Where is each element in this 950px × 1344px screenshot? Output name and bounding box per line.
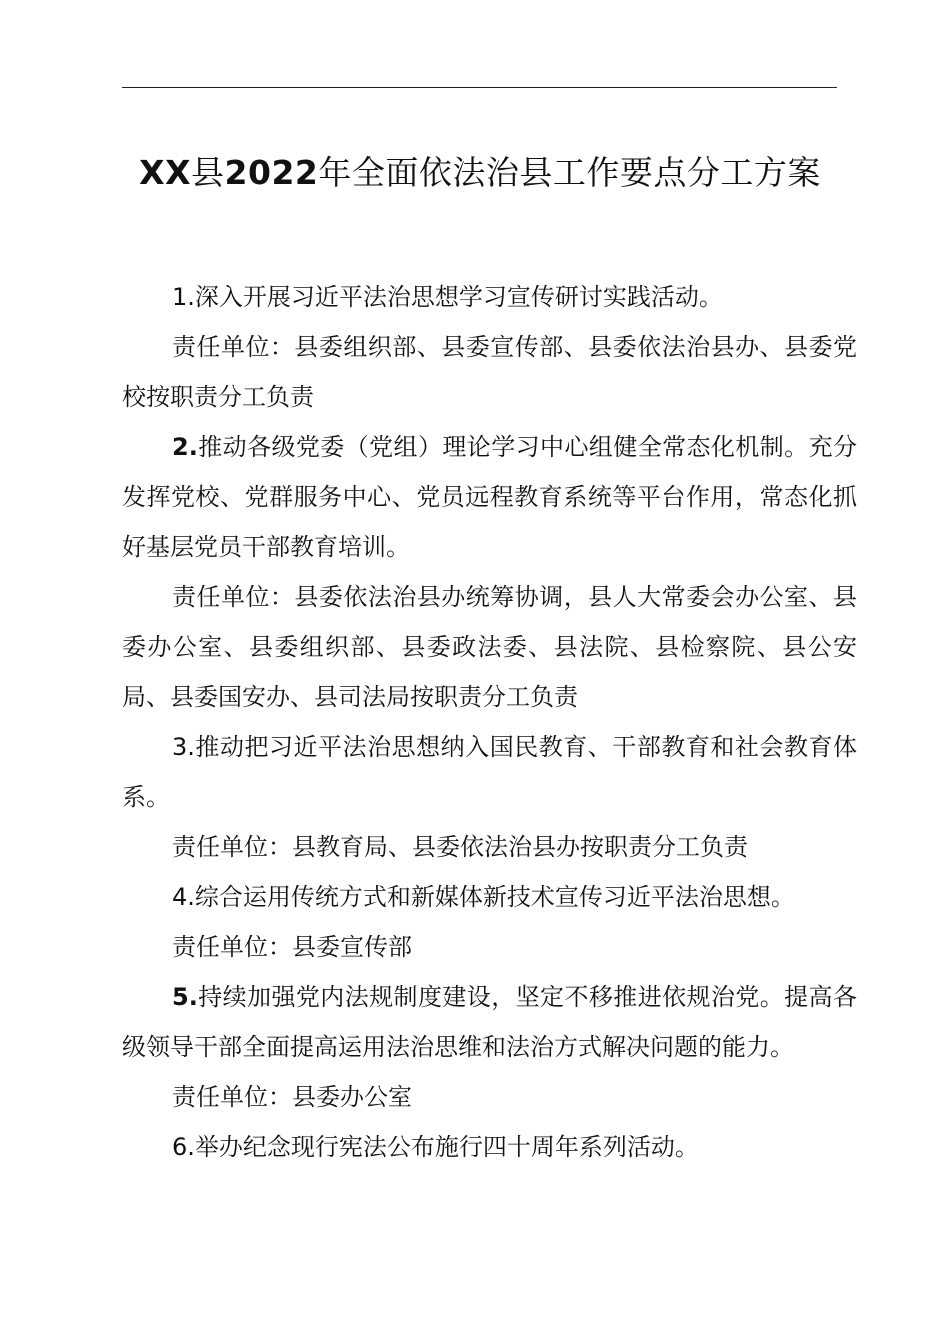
item-text: 持续加强党内法规制度建设，坚定不移推进依规治党。提高各级领导干部全面提高运用法治思维和法治方式解决问题的能力。 xyxy=(122,983,857,1061)
item-1 xyxy=(122,272,857,322)
item-text: 深入开展习近平法治思想学习宣传研讨实践活动。 xyxy=(194,283,723,311)
item-6 xyxy=(122,1122,857,1172)
header-rule xyxy=(122,87,837,88)
item-3-responsible: 责任单位：县教育局、县委依法治县办按职责分工负责 xyxy=(172,833,748,861)
item-number: 2. xyxy=(172,433,198,461)
title-part1: 县 xyxy=(191,153,225,192)
item-number: 6. xyxy=(172,1133,195,1161)
title-prefix: XX xyxy=(139,153,192,192)
item-number: 1. xyxy=(172,283,195,311)
item-4 xyxy=(122,872,857,922)
title-year: 2022 xyxy=(224,153,319,192)
item-text: 举办纪念现行宪法公布施行四十周年系列活动。 xyxy=(194,1133,699,1161)
item-2 xyxy=(122,422,857,572)
title-part2: 年全面依法治县工作要点分工方案 xyxy=(318,153,821,192)
item-3 xyxy=(122,722,857,822)
item-text: 推动各级党委（党组）理论学习中心组健全常态化机制。充分发挥党校、党群服务中心、党员远程教育系统等平台作用，常态化抓好基层党员干部教育培训。 xyxy=(122,433,857,561)
item-text: 推动把习近平法治思想纳入国民教育、干部教育和社会教育体系。 xyxy=(122,733,857,811)
page-title xyxy=(110,148,850,198)
item-number: 3. xyxy=(172,733,195,761)
document-body xyxy=(122,272,857,1172)
item-text: 综合运用传统方式和新媒体新技术宣传习近平法治思想。 xyxy=(194,883,795,911)
item-2-responsible: 责任单位：县委依法治县办统筹协调，县人大常委会办公室、县委办公室、县委组织部、县委政法委、县法院、县检察院、县公安局、县委国安办、县司法局按职责分工负责 xyxy=(122,583,857,711)
item-5-responsible: 责任单位：县委办公室 xyxy=(172,1083,412,1111)
item-1-responsible: 责任单位：县委组织部、县委宣传部、县委依法治县办、县委党校按职责分工负责 xyxy=(122,333,857,411)
item-number: 5. xyxy=(172,983,198,1011)
item-5 xyxy=(122,972,857,1072)
item-4-responsible: 责任单位：县委宣传部 xyxy=(172,933,412,961)
item-number: 4. xyxy=(172,883,195,911)
